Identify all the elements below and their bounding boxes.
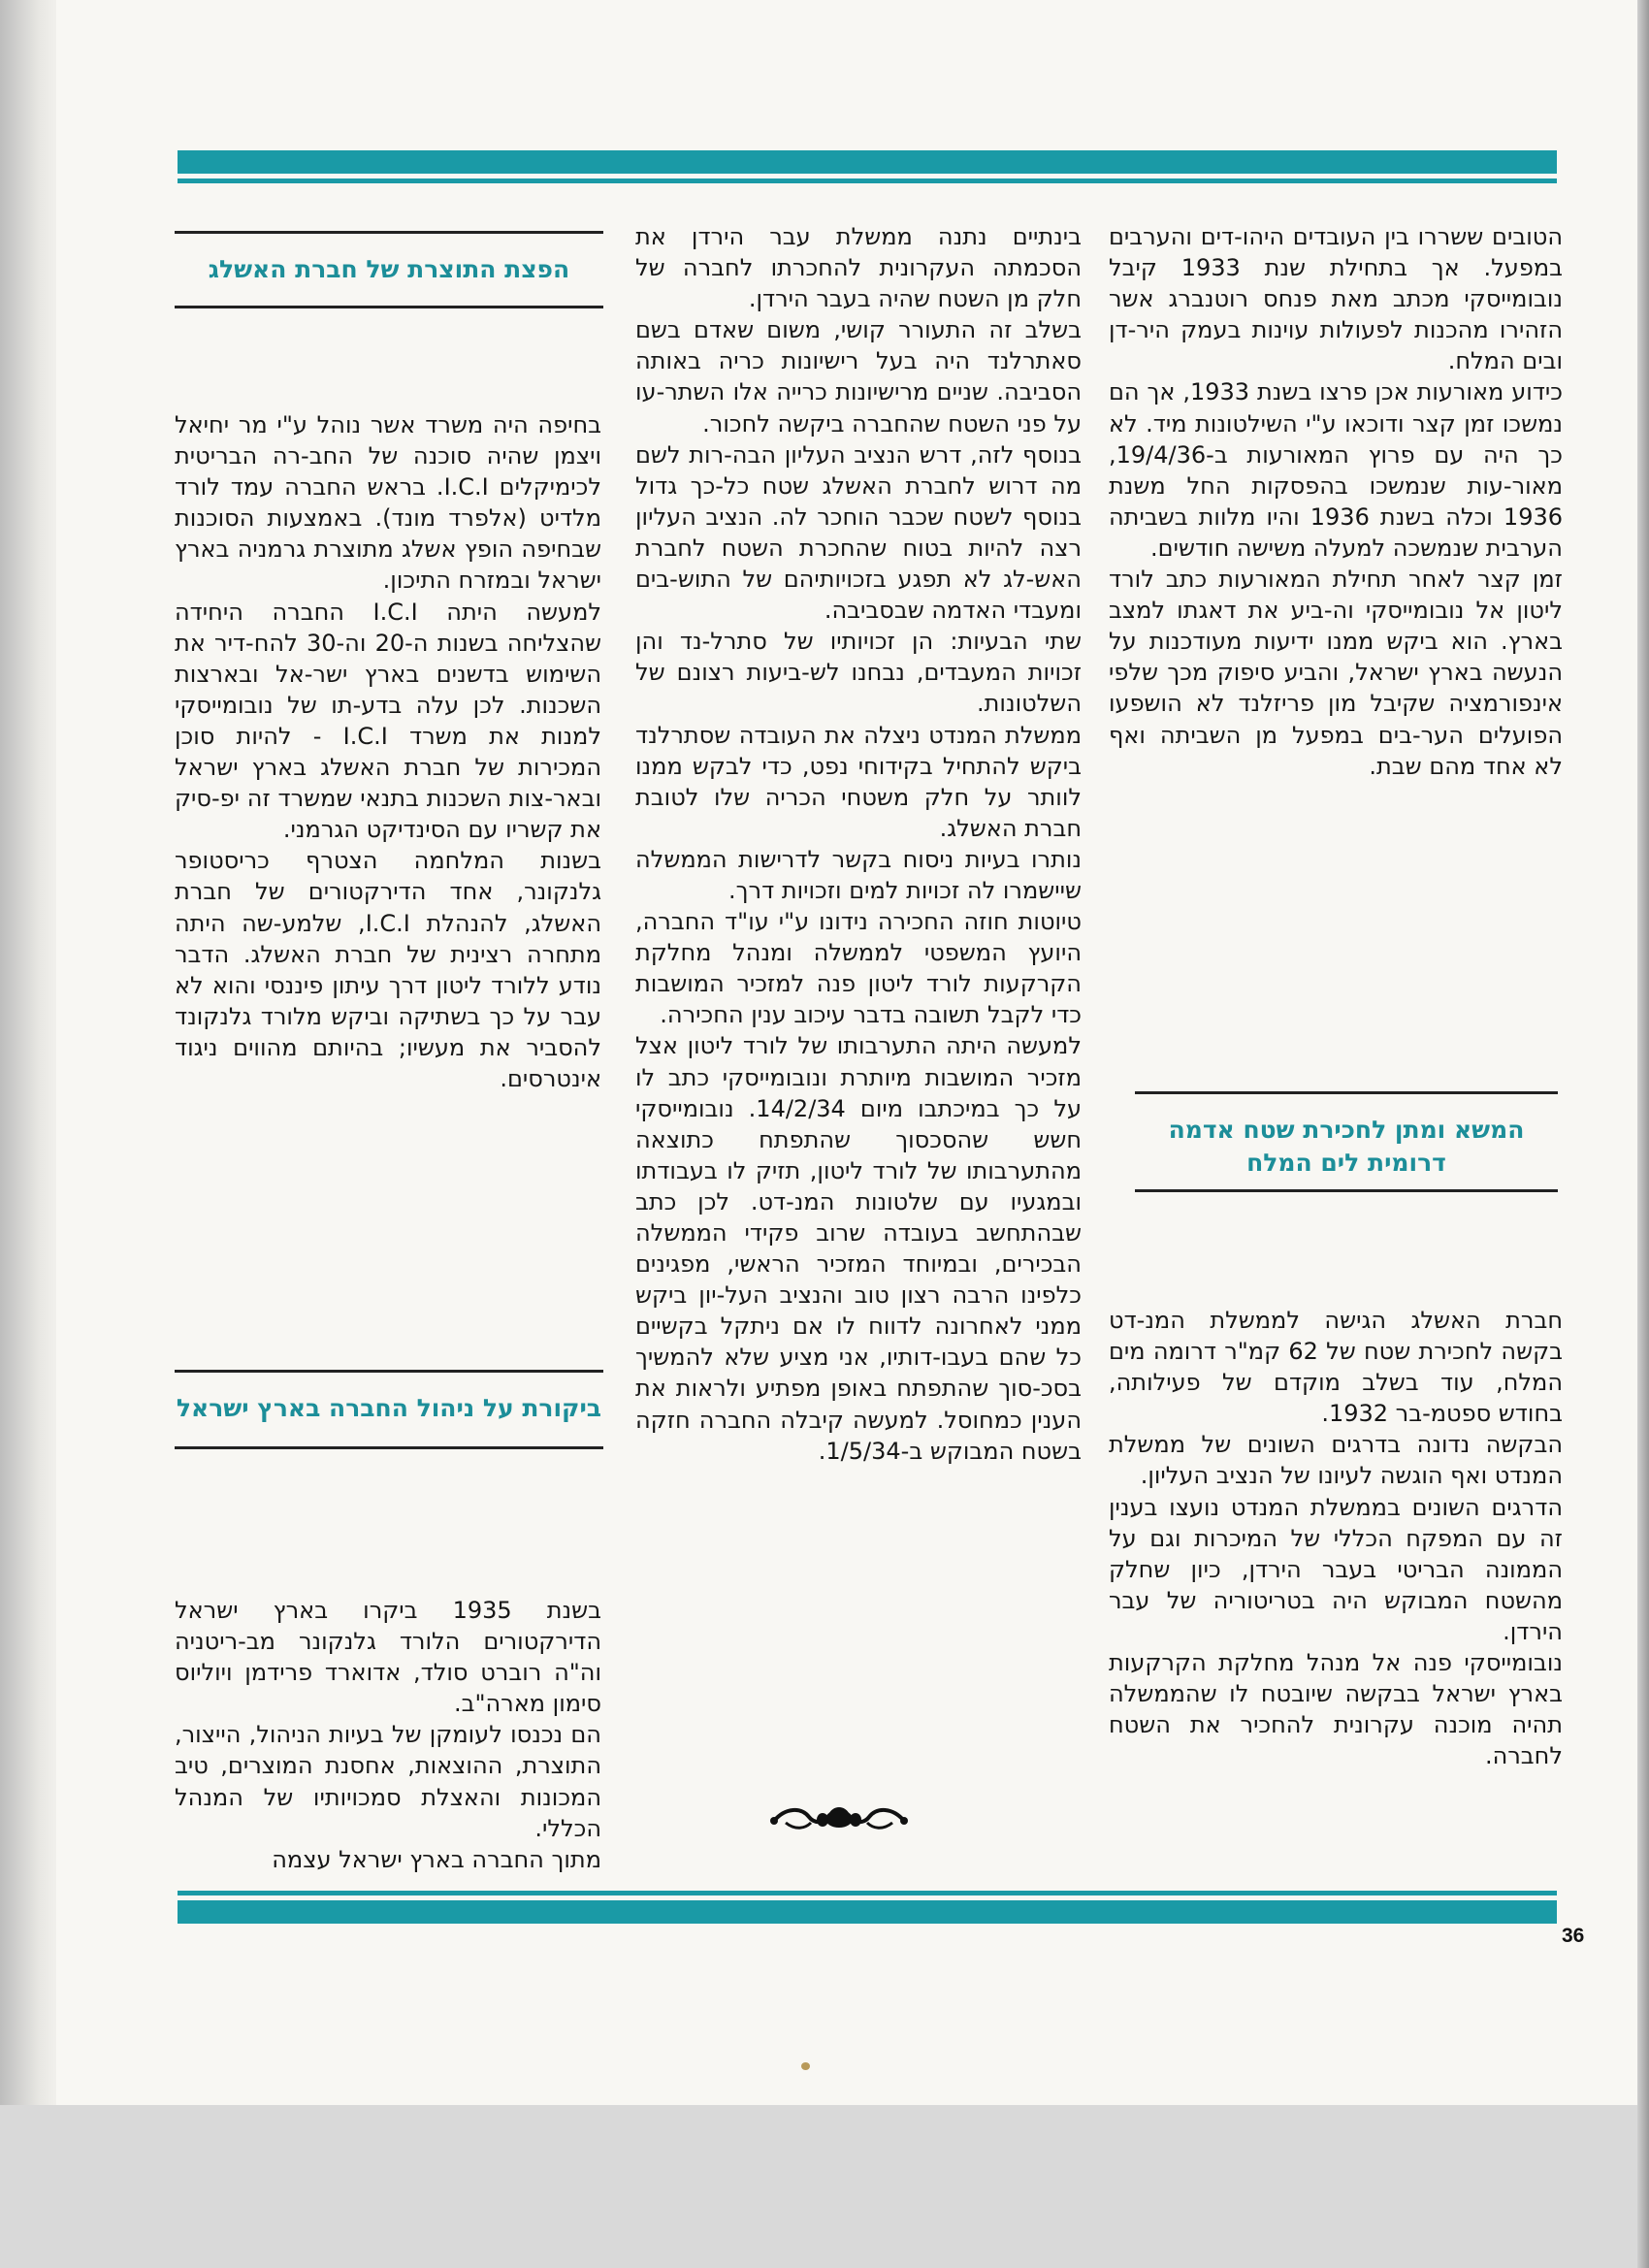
column-middle (635, 221, 1082, 1467)
paragraph: למעשה היתה התערבותו של לורד ליטון אצל מזכיר המושבות מיותרת ונובומייסקי כתב לו על כך במיכתבו מיום 14/2/34. נובומייסקי חשש שהסכסוך שהתפתח כתוצאה מהתערבותו של לורד ליטון, תזיק לו בעבודתו ובמגעיו עם שלטונות המנ-דט. לכן כתב שבהתחשב בעובדה שרוב פקידי הממשלה הבכירים, ובמיוחד המזכיר הראשי, מפגינים כלפינו הרבה רצון טוב והנציב העל-יון ביקש ממני לאחרונה לדווח לו אם ניתקל בקשיים כל שהם בעבו-דותיו, אני מציע שלא להמשיך בסכ-סוך שהתפתח באופן מפתיע ולראות את הענין כמחוסל. למעשה קיבלה החברה חזקה בשטח המבוקש ב-1/5/34. (635, 1032, 1082, 1465)
paragraph: טיוטות חוזה החכירה נידונו ע"י עו"ד החברה, היועץ המשפטי לממשלה ומנהל מחלקת הקרקעות לורד ליטון פנה למזכיר המושבות כדי לקבל תשובה בדבר עיכוב ענין החכירה. (635, 908, 1082, 1029)
paragraph: ממשלת המנדט ניצלה את העובדה שסתרלנד ביקש להתחיל בקידוחי נפט, כדי לבקש ממנו לוותר על חלק משטחי הכריה שלו לטובת חברת האשלג. (635, 721, 1082, 842)
section-header-box (175, 231, 603, 308)
paragraph: בשנות המלחמה הצטרף כריסטופר גלנקונר, אחד הדירקטורים של חברת האשלג, להנהלת I.C.I, שלמע-שה היתה מתחרה רצינית של חברת האשלג. הדבר נודע ללורד ליטון דרך עיתון פיננסי והוא לא עבר על כך בשתיקה וביקש מלורד גלנקונד להסביר את מעשיו; בהיותם מהווים ניגוד אינטרסים. (175, 847, 602, 1092)
section-title: ביקורת על ניהול החברה בארץ ישראל (176, 1394, 602, 1422)
paper-stain (801, 2062, 810, 2070)
section-title: הפצת התוצרת של חברת האשלג (208, 255, 570, 283)
section-header-box (1135, 1091, 1558, 1192)
paragraph: הטובים ששררו בין העובדים היהו-דים והערבים במפעל. אך בתחילת שנת 1933 קיבל נובומייסקי מכתב מאת פנחס רוטנברג אשר הזהירו מהכנות לפעולות עוינות בעמק היר-דן ובים המלח. (1109, 223, 1563, 375)
paragraph: בנוסף לזה, דרש הנציב העליון הבה-רות לשם מה דרוש לחברת האשלג שטח כל-כך גדול בנוסף לשטח שכבר הוחכר לה. הנציב העליון רצה להיות בטוח שהחכרת השטח לחברת האש-לג לא תפגע בזכויותיהם של התוש-בים ומעבדי האדמה שבסביבה. (635, 440, 1082, 625)
paragraph: למעשה היתה I.C.I החברה היחידה שהצליחה בשנות ה-20 וה-30 להח-דיר את השימוש בדשנים בארץ ישר-אל ובארצות השכנות. לכן עלה בדע-תו של נובומייסקי למנות את משרד I.C.I - להיות סוכן המכירות של חברת האשלג בארץ ישראל ובאר-צות השכנות בתנאי שמשרד זה יפ-סיק את קשריו עם הסינדיקט הגרמני. (175, 598, 602, 844)
paragraph: בינתיים נתנה ממשלת עבר הירדן את הסכמתה העקרונית להחכרתו לחברה של חלק מן השטח שהיה בעבר הירדן. (635, 223, 1082, 313)
paragraph: הדרגים השונים בממשלת המנדט נועצו בענין זה עם המפקח הכללי של המיכרות וגם על הממונה הבריטי בעבר הירדן, כיון שחלק מהשטח המבוקש היה בטריטוריה של עבר הירדן. (1109, 1493, 1563, 1645)
paragraph: כידוע מאורעות אכן פרצו בשנת 1933, אך הם נמשכו זמן קצר ודוכאו ע"י השילטונות מיד. לא כך היה עם פרוץ המאורעות ב-19/4/36, מאור-עות שנמשכו בהפסקות החל משנת 1936 וכלה בשנת 1936 והיו מלוות בשביתה הערבית שנמשכה למעלה משישה חודשים. (1109, 378, 1563, 562)
paragraph: מתוך החברה בארץ ישראל עצמה (272, 1845, 601, 1873)
column-left (175, 409, 601, 1094)
column-left-section (175, 1595, 601, 1875)
decorative-scroll-icon (766, 1799, 912, 1834)
paragraph: זמן קצר לאחר תחילת המאורעות כתב לורד ליטון אל נובומייסקי וה-ביע את דאגתו למצב בארץ. הוא ביקש ממנו ידיעות מעודכנות על הנעשה בארץ ישראל, והביע סיפוק מכך שלפי אינפורמציה שקיבל מון פריזלנד לא הושפעו הפועלים הער-בים במפעל מן השביתה ואף לא אחד מהם שבת. (1109, 566, 1563, 780)
section-header-box (175, 1370, 603, 1449)
paragraph: בשנת 1935 ביקרו בארץ ישראל הדירקטורים הלורד גלנקונר מב-ריטניה וה"ה רוברט סולד, אדוארד פרידמן ויוליוס סימון מארה"ב. (175, 1597, 602, 1718)
paragraph: הם נכנסו לעומקן של בעיות הניהול, הייצור, התוצרת, ההוצאות, אחסנת המוצרים, טיב המכונות והאצלת סמכויותיו של המנהל הכללי. (175, 1721, 601, 1842)
paragraph: הבקשה נדונה בדרגים השונים של ממשלת המנדט ואף הוגשה לעיונו של הנציב העליון. (1109, 1431, 1563, 1490)
paragraph: נותרו בעיות ניסוח בקשר לדרישות הממשלה שיישמרו לה זכויות למים וזכויות דרך. (635, 845, 1082, 904)
page-gutter-shadow (0, 0, 56, 2105)
paragraph: חברת האשלג הגישה לממשלת המנ-דט בקשה לחכירת שטח של 62 קמ"ר דרומה מים המלח, עוד בשלב מוקדם של פעילותה, בחודש ספטמ-בר 1932. (1109, 1307, 1563, 1428)
page-number: 36 (1562, 1925, 1585, 1947)
paragraph: בשלב זה התעורר קושי, משום שאדם בשם סאתרלנד היה בעל רישיונות כריה באותה הסביבה. שניים מרישיונות כרייה אלו השתר-עו על פני השטח שהחברה ביקשה לחכור. (635, 316, 1082, 437)
bottom-decorative-band (178, 1891, 1557, 1924)
paragraph: בחיפה היה משרד אשר נוהל ע"י מר יחיאל ויצמן שהיה סוכנה של החב-רה הבריטית לכימיקלים I.C.I. בראש החברה עמד לורד מלדיט (אלפרד מונד). באמצעות הסוכנות שבחיפה הופץ אשלג מתוצרת גרמניה בארץ ישראל ובמזרח התיכון. (175, 411, 601, 595)
paragraph: שתי הבעיות: הן זכויותיו של סתרל-נד והן זכויות המעבדים, נבחנו לש-ביעות רצונם של השלטונות. (635, 628, 1082, 718)
paragraph: נובומייסקי פנה אל מנהל מחלקת הקרקעות בארץ ישראל בבקשה שיובטח לו שהממשלה תהיה מוכנה עקרונית להחכיר את השטח לחברה. (1109, 1649, 1563, 1770)
page-edge (1637, 0, 1649, 2268)
top-decorative-band (178, 150, 1557, 183)
section-title: המשא ומתן לחכירת שטח אדמה דרומית לים המלח (1168, 1116, 1525, 1177)
column-right (1109, 221, 1563, 782)
column-right-section (1109, 1305, 1563, 1771)
